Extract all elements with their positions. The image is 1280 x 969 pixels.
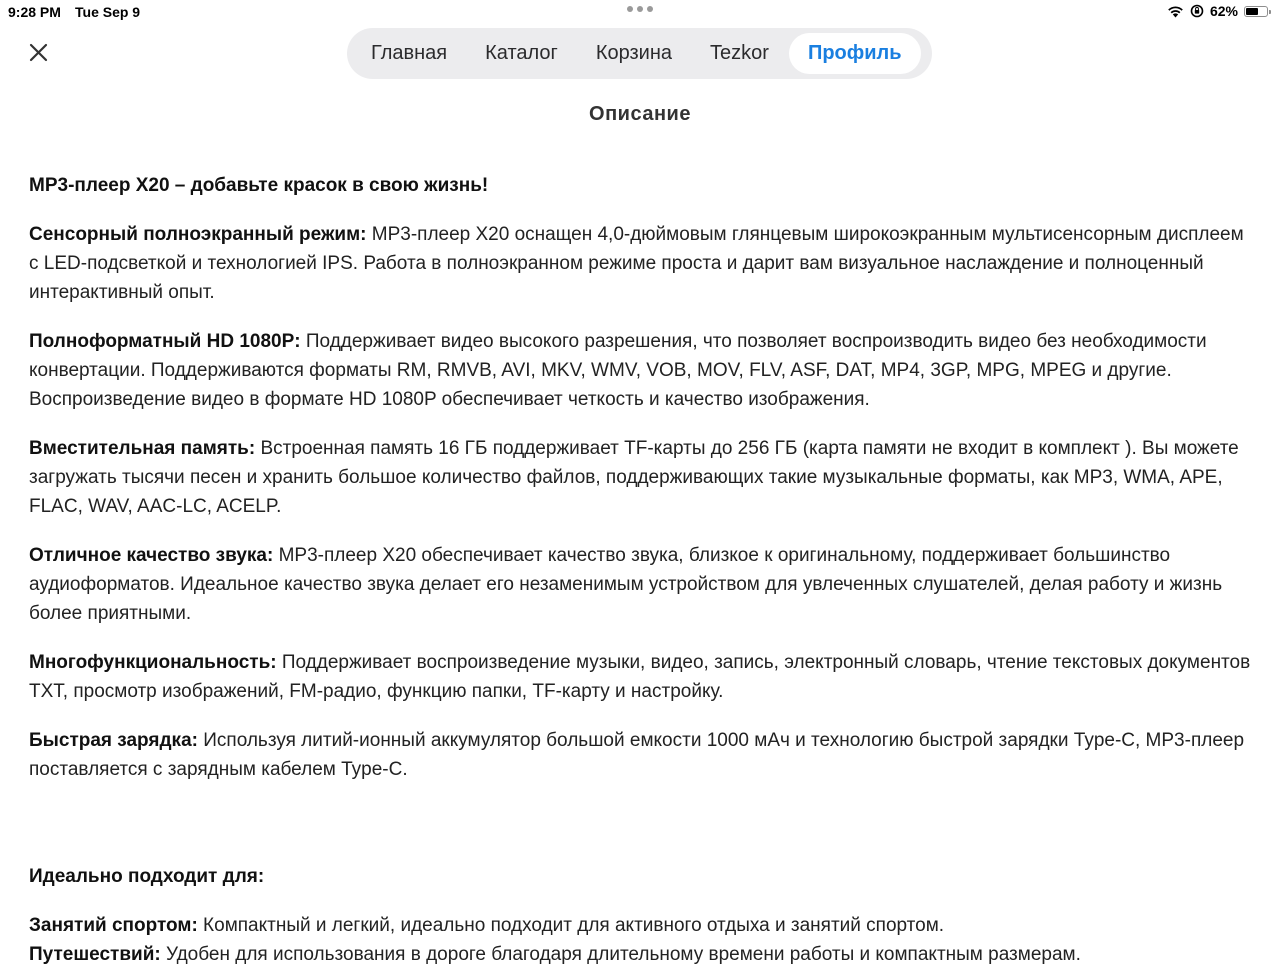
- feature-title: Сенсорный полноэкранный режим:: [29, 224, 367, 245]
- feature-section: [29, 541, 1255, 628]
- feature-section: [29, 648, 1255, 706]
- suitable-heading: Идеально подходит для:: [29, 866, 265, 887]
- status-date: Tue Sep 9: [75, 4, 141, 20]
- close-button[interactable]: [24, 38, 54, 68]
- tab-profile[interactable]: Профиль: [789, 33, 921, 74]
- feature-text: Поддерживает воспроизведение музыки, видео, запись, электронный словарь, чтение текстовых документов TXT, просмотр изображений, FM-радио, функцию папки, TF-карту и настройку.: [29, 652, 1251, 702]
- suitable-item: [29, 940, 1255, 969]
- wifi-icon: [1167, 5, 1184, 18]
- feature-section: [29, 434, 1255, 521]
- feature-section: [29, 220, 1255, 307]
- tab-tezkor[interactable]: Tezkor: [710, 42, 769, 64]
- tab-cart[interactable]: Корзина: [595, 42, 673, 64]
- battery-percent: 62%: [1209, 3, 1238, 19]
- status-bar: [0, 0, 1280, 24]
- battery-icon: [1244, 6, 1268, 17]
- multitasking-dots-icon[interactable]: [627, 6, 653, 12]
- suitable-item-text: Компактный и легкий, идеально подходит для активного отдыха и занятий спортом.: [197, 915, 945, 936]
- description-intro: MP3-плеер X20 – добавьте красок в свою жизнь!: [29, 175, 489, 196]
- feature-text: Поддерживает видео высокого разрешения, что позволяет воспроизводить видео без необходимости конвертации. Поддерживаются форматы RM, RMVB, AVI, MKV, WMV, VOB, MOV, FLV, ASF, DAT, MP4, 3GP, MPG, MPEG и другие. Воспроизведение видео в формате HD 1080P обеспечивает четкость и качество изображения.: [29, 331, 1207, 410]
- feature-title: Многофункциональность:: [29, 652, 277, 673]
- feature-title: Вместительная память:: [29, 438, 256, 459]
- page-title: Описание: [589, 103, 691, 125]
- feature-title: Отличное качество звука:: [29, 545, 274, 566]
- description-content: [29, 171, 1255, 969]
- feature-text: MP3-плеер X20 оснащен 4,0-дюймовым глянцевым широкоэкранным мультисенсорным дисплеем с LED-подсветкой и технологией IPS. Работа в полноэкранном режиме проста и дарит вам визуальное наслаждение и полноценный интерактивный опыт.: [29, 224, 1244, 303]
- close-icon: [24, 38, 54, 68]
- suitable-item-text: Удобен для использования в дороге благодаря длительному времени работы и компактным размерам.: [160, 944, 1081, 965]
- top-tab-bar: [347, 28, 932, 79]
- feature-section: [29, 726, 1255, 784]
- status-indicators: [1167, 3, 1268, 19]
- suitable-item-title: Путешествий:: [29, 944, 161, 965]
- suitable-item-title: Занятий спортом:: [29, 915, 198, 936]
- feature-text: Встроенная память 16 ГБ поддерживает TF-карты до 256 ГБ (карта памяти не входит в комплект ). Вы можете загружать тысячи песен и хранить большое количество файлов, поддерживающих такие музыкальные форматы, как MP3, WMA, APE, FLAC, WAV, AAC-LC, ACELP.: [29, 438, 1239, 517]
- feature-title: Быстрая зарядка:: [29, 730, 198, 751]
- orientation-lock-icon: [1190, 4, 1204, 18]
- tab-catalog[interactable]: Каталог: [485, 42, 558, 64]
- suitable-item: [29, 911, 1255, 940]
- feature-text: MP3-плеер X20 обеспечивает качество звука, близкое к оригинальному, поддерживает большинство аудиоформатов. Идеальное качество звука делает его незаменимым устройством для увлеченных слушателей, делая работу и жизнь более приятными.: [29, 545, 1223, 624]
- status-time: 9:28 PM: [8, 4, 61, 20]
- feature-section: [29, 327, 1255, 414]
- section-spacer: [29, 804, 1255, 862]
- feature-title: Полноформатный HD 1080P:: [29, 331, 301, 352]
- tab-home[interactable]: Главная: [371, 42, 448, 64]
- battery-level: [1246, 8, 1258, 15]
- feature-text: Используя литий-ионный аккумулятор большой емкости 1000 мАч и технологию быстрой зарядки Type-C, MP3-плеер поставляется с зарядным кабелем Type-C.: [29, 730, 1245, 780]
